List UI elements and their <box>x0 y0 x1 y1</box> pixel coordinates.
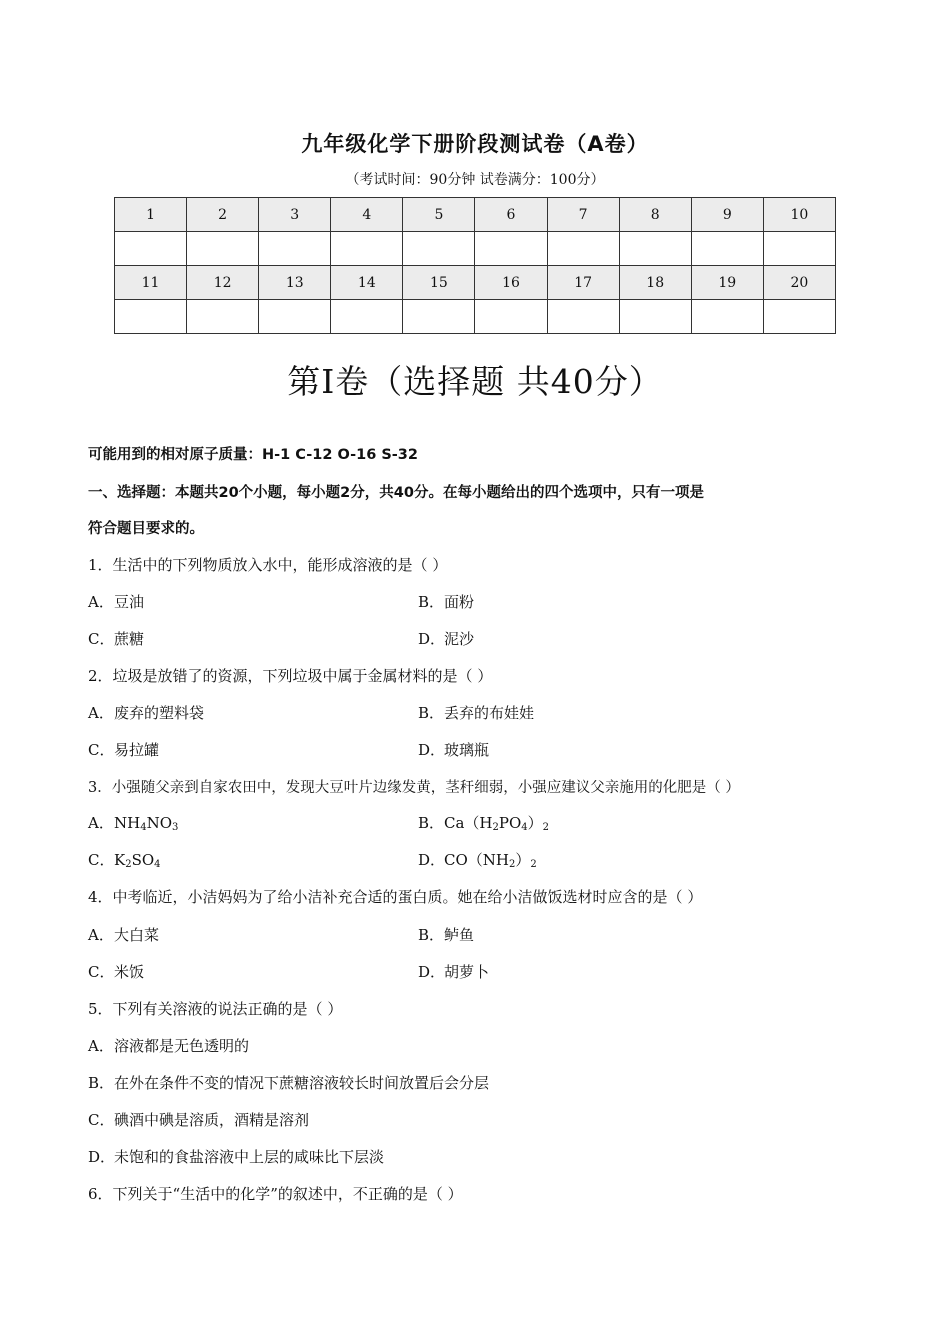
answer-cell-number: 1 <box>115 198 187 232</box>
formula-k2so4: $K_2SO_4$ <box>114 851 161 870</box>
option-c <box>88 739 159 760</box>
option-text: 废弃的塑料袋 <box>114 704 205 722</box>
answer-cell-number: 15 <box>403 266 475 300</box>
answer-cell-blank <box>331 232 403 266</box>
option-label: B． <box>418 704 445 722</box>
option-text: 大白菜 <box>114 926 160 944</box>
option-b <box>418 702 534 723</box>
option-b <box>418 924 474 945</box>
section-title: 第Ⅰ卷（选择题 共40分） <box>287 362 663 401</box>
option-d <box>418 961 489 982</box>
answer-cell-number: 13 <box>259 266 331 300</box>
instruction-line: 符合题目要求的。 <box>88 521 204 537</box>
answer-cell-blank <box>691 300 763 334</box>
option-c <box>88 849 161 870</box>
answer-cell-number: 7 <box>547 198 619 232</box>
answer-cell-blank <box>547 300 619 334</box>
option-text: 鲈鱼 <box>444 926 475 944</box>
option-label: D． <box>418 963 446 981</box>
option-d <box>418 849 537 870</box>
option-b <box>418 812 549 833</box>
option-label: C． <box>88 963 115 981</box>
answer-table-blank-row <box>115 300 836 334</box>
option-text: 泥沙 <box>444 630 475 648</box>
answer-cell-blank <box>403 232 475 266</box>
option-text: 碘酒中碘是溶质，酒精是溶剂 <box>114 1111 310 1129</box>
formula-co-nh2-2: $CO(NH_2)_2$ <box>444 851 537 870</box>
atomic-mass-note: 可能用到的相对原子质量：H-1 C-12 O-16 S-32 <box>88 447 418 463</box>
option-label: D． <box>418 851 446 869</box>
answer-cell-blank <box>763 300 835 334</box>
answer-table-header-row <box>115 266 836 300</box>
option-text: 玻璃瓶 <box>444 741 490 759</box>
answer-cell-blank <box>691 232 763 266</box>
option-label: A． <box>88 926 114 944</box>
option-d <box>418 739 489 760</box>
option-label: C． <box>88 1111 115 1129</box>
exam-subtitle: （考试时间：90分钟 试卷满分：100分） <box>345 172 605 188</box>
option-label: B． <box>418 593 445 611</box>
option-a <box>88 591 144 612</box>
answer-cell-number: 3 <box>259 198 331 232</box>
option-text: 丢弃的布娃娃 <box>444 704 535 722</box>
option-d <box>88 1146 384 1167</box>
answer-cell-number: 10 <box>763 198 835 232</box>
option-label: D． <box>418 741 446 759</box>
answer-cell-number: 2 <box>187 198 259 232</box>
answer-cell-number: 5 <box>403 198 475 232</box>
option-label: B． <box>418 926 445 944</box>
answer-cell-number: 17 <box>547 266 619 300</box>
option-label: A． <box>88 814 114 832</box>
option-label: C． <box>88 630 115 648</box>
answer-cell-number: 20 <box>763 266 835 300</box>
answer-cell-number: 8 <box>619 198 691 232</box>
option-label: A． <box>88 704 114 722</box>
exam-title: 九年级化学下册阶段测试卷（A卷） <box>301 132 649 156</box>
answer-cell-blank <box>331 300 403 334</box>
answer-cell-blank <box>763 232 835 266</box>
option-a <box>88 1035 249 1056</box>
answer-cell-blank <box>547 232 619 266</box>
option-text: 未饱和的食盐溶液中上层的咸味比下层淡 <box>114 1148 385 1166</box>
option-text: 易拉罐 <box>114 741 160 759</box>
option-a <box>88 812 178 833</box>
option-c <box>88 628 144 649</box>
question-stem: 1．生活中的下列物质放入水中，能形成溶液的是（ ） <box>88 556 448 574</box>
answer-cell-blank <box>259 232 331 266</box>
answer-cell-number: 18 <box>619 266 691 300</box>
option-label: B． <box>88 1074 115 1092</box>
answer-cell-blank <box>187 232 259 266</box>
option-a <box>88 702 204 723</box>
answer-cell-blank <box>115 232 187 266</box>
option-label: C． <box>88 851 115 869</box>
answer-cell-blank <box>475 300 547 334</box>
answer-cell-number: 11 <box>115 266 187 300</box>
formula-nh4no3: $NH_4NO_3$ <box>114 814 179 833</box>
option-label: A． <box>88 593 114 611</box>
answer-cell-blank <box>475 232 547 266</box>
option-text: 胡萝卜 <box>444 963 490 981</box>
question-stem: 3．小强随父亲到自家农田中，发现大豆叶片边缘发黄，茎秆细弱，小强应建议父亲施用的化肥是（ ） <box>88 780 740 796</box>
option-label: D． <box>88 1148 116 1166</box>
answer-cell-number: 16 <box>475 266 547 300</box>
option-text: 蔗糖 <box>114 630 145 648</box>
option-c <box>88 1109 309 1130</box>
option-label: B． <box>418 814 445 832</box>
answer-table-header-row <box>115 198 836 232</box>
option-text: 在外在条件不变的情况下蔗糖溶液较长时间放置后会分层 <box>114 1074 490 1092</box>
answer-cell-blank <box>619 300 691 334</box>
question-stem: 6．下列关于“生活中的化学”的叙述中，不正确的是（ ） <box>88 1185 463 1203</box>
answer-cell-blank <box>115 300 187 334</box>
option-text: 面粉 <box>444 593 475 611</box>
question-stem: 2．垃圾是放错了的资源，下列垃圾中属于金属材料的是（ ） <box>88 667 493 685</box>
answer-cell-number: 19 <box>691 266 763 300</box>
option-text: 豆油 <box>114 593 145 611</box>
answer-cell-number: 9 <box>691 198 763 232</box>
question-stem: 4．中考临近，小洁妈妈为了给小洁补充合适的蛋白质。她在给小洁做饭选材时应含的是（ ） <box>88 888 703 906</box>
option-label: A． <box>88 1037 114 1055</box>
option-a <box>88 924 159 945</box>
option-b <box>418 591 474 612</box>
answer-table-blank-row <box>115 232 836 266</box>
option-d <box>418 628 474 649</box>
answer-cell-blank <box>619 232 691 266</box>
answer-cell-blank <box>403 300 475 334</box>
answer-cell-number: 14 <box>331 266 403 300</box>
option-label: D． <box>418 630 446 648</box>
answer-cell-number: 12 <box>187 266 259 300</box>
option-label: C． <box>88 741 115 759</box>
formula-ca-h2po4-2: $Ca(H_2PO_4)_2$ <box>444 814 550 833</box>
answer-cell-number: 6 <box>475 198 547 232</box>
answer-cell-number: 4 <box>331 198 403 232</box>
option-text: 米饭 <box>114 963 145 981</box>
answer-cell-blank <box>187 300 259 334</box>
answer-cell-blank <box>259 300 331 334</box>
option-text: 溶液都是无色透明的 <box>114 1037 250 1055</box>
question-stem: 5．下列有关溶液的说法正确的是（ ） <box>88 1000 343 1018</box>
option-c <box>88 961 144 982</box>
instruction-line: 一、选择题：本题共20个小题，每小题2分，共40分。在每小题给出的四个选项中，只有一项是 <box>88 485 704 501</box>
answer-table <box>114 197 836 334</box>
option-b <box>88 1072 489 1093</box>
